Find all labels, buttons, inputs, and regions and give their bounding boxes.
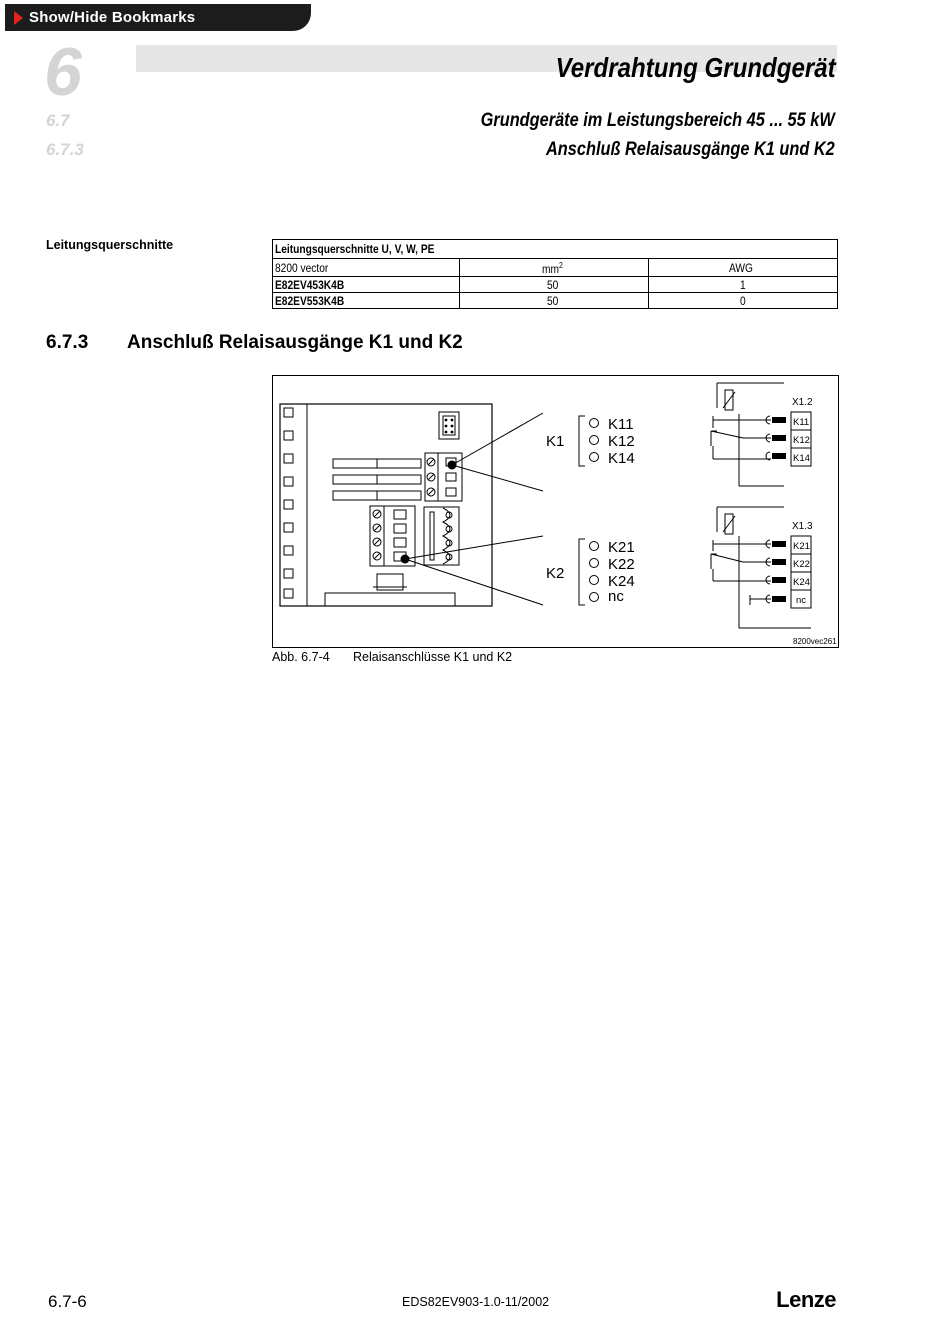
cell-mm2: 50: [460, 293, 649, 309]
cell-mm2: 50: [460, 277, 649, 293]
column-header-model: 8200 vector: [273, 259, 460, 277]
bottom-connector: [325, 574, 455, 606]
x12-term: K11: [793, 417, 810, 428]
k2-pin-label: K24: [608, 573, 635, 590]
chapter-number: 6: [44, 34, 82, 110]
side-label: Leitungsquerschnitte: [46, 238, 174, 252]
board-k1-terminal: [425, 453, 462, 501]
section-heading-title: Anschluß Relaisausgänge K1 und K2: [127, 332, 463, 353]
table-row: [273, 293, 838, 309]
bookmark-label: Show/Hide Bookmarks: [29, 9, 196, 26]
leader-lines: [405, 413, 543, 605]
figure-caption-text: Relaisanschlüsse K1 und K2: [353, 650, 513, 664]
show-hide-bookmarks-button[interactable]: [5, 4, 311, 31]
cross-section-table: [272, 239, 838, 309]
k2-label: K2: [546, 565, 565, 582]
cell-awg: 1: [649, 277, 838, 293]
footer-page-number: 6.7-6: [48, 1292, 87, 1311]
board-outline: [280, 404, 492, 606]
section-heading: [46, 332, 463, 354]
relay-figure: [272, 375, 839, 648]
table-row: [273, 259, 838, 277]
x13-term: nc: [796, 595, 807, 606]
column-header-mm2: $mm^2$: [460, 259, 649, 277]
board-slots: [333, 459, 421, 500]
figure-ref-code: 8200vec261: [793, 637, 837, 646]
cell-model: E82EV553K4B: [273, 293, 460, 309]
k1-pin-label: K14: [608, 450, 635, 467]
page-title: Verdrahtung Grundgerät: [555, 52, 836, 83]
triangle-right-icon: [14, 11, 23, 25]
footer-document-id: EDS82EV903-1.0-11/2002: [402, 1295, 550, 1309]
k2-pin-label: nc: [608, 588, 624, 605]
page-subtitle-1: Grundgeräte im Leistungsbereich 45 ... 55 kW: [480, 110, 835, 131]
column-header-awg: AWG: [649, 259, 838, 277]
lenze-logo: Lenze: [776, 1287, 836, 1312]
k1-pin-label: K12: [608, 433, 635, 450]
x13-term: K21: [793, 541, 810, 552]
cell-model: E82EV453K4B: [273, 277, 460, 293]
x12-term: K12: [793, 435, 810, 446]
table-row: [273, 277, 838, 293]
k1-detail: [579, 416, 599, 466]
k2-pin-label: K22: [608, 556, 635, 573]
subsection-number: 6.7.3: [46, 140, 84, 159]
small-connector: [439, 412, 459, 439]
board-checkboxes: [284, 408, 293, 598]
x13-term: K22: [793, 559, 810, 570]
table-header-row: [273, 240, 838, 259]
x12-label: X1.2: [792, 397, 813, 408]
figure-caption: [272, 650, 512, 664]
k1-label: K1: [546, 433, 565, 450]
relay-diagram: [273, 376, 840, 649]
section-heading-number: 6.7.3: [46, 332, 89, 353]
x13-label: X1.3: [792, 521, 813, 532]
table-title: Leitungsquerschnitte U, V, W, PE: [273, 240, 838, 259]
x13-term: K24: [793, 577, 810, 588]
x12-term: K14: [793, 453, 810, 464]
figure-caption-number: Abb. 6.7-4: [272, 650, 330, 664]
cell-awg: 0: [649, 293, 838, 309]
k2-detail: [579, 539, 599, 605]
k2-pin-label: K21: [608, 539, 635, 556]
section-number: 6.7: [46, 111, 70, 130]
k1-pin-label: K11: [608, 416, 634, 433]
page-subtitle-2: Anschluß Relaisausgänge K1 und K2: [546, 139, 835, 160]
